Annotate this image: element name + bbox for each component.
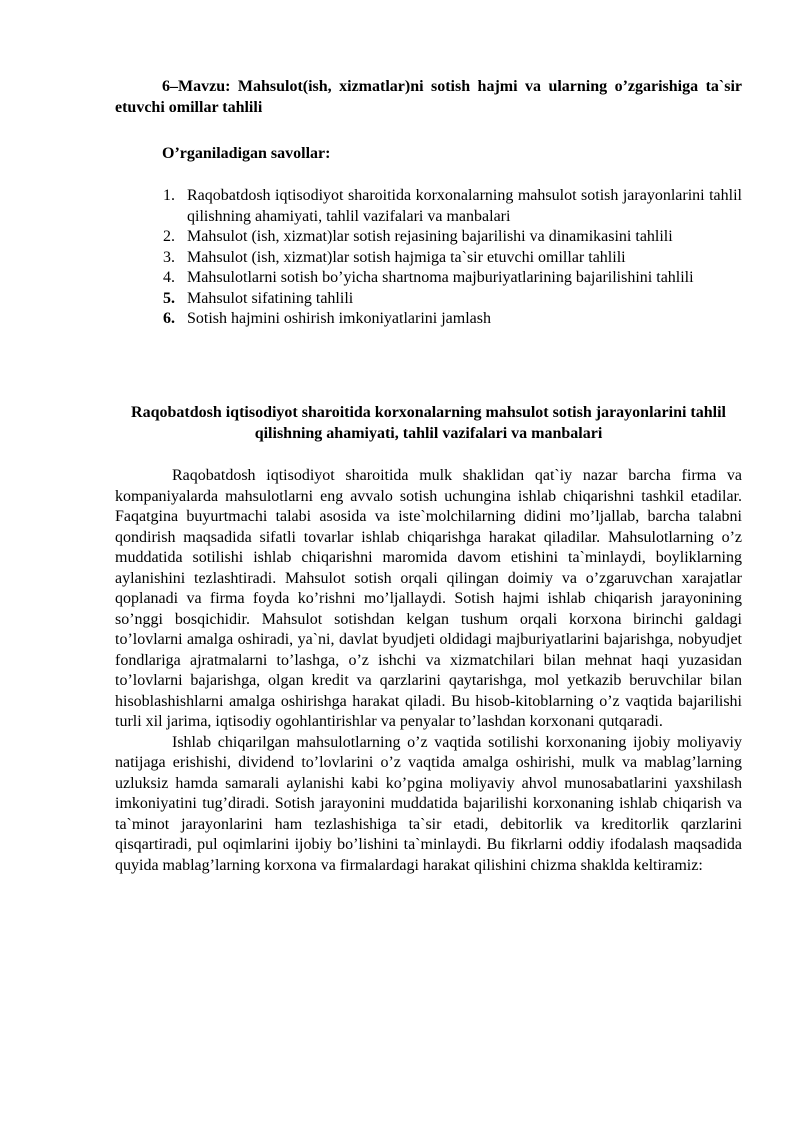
list-item-text: Mahsulot sifatining tahlili — [187, 289, 354, 307]
list-item — [115, 309, 742, 330]
paragraph: Raqobatdosh iqtisodiyot sharoitida mulk shaklidan qat`iy nazar barcha firma va kompaniyalarda mahsulotlarni eng avvalo sotish uchungina ishlab chiqarishni tashkil etadilar. Faqatgina buyurtmachi talabi asosida va iste`molchilarning didini mo’ljallab, barcha talabni qondirish maqsadida sifatli tovarlar ishlab chiqarishga harakat qiladilar. Mahsulotlarning o’z muddatida sotilishi ishlab chiqarishni maromida davom etishini ta`minlaydi, boyliklarning aylanishini tezlashtiradi. Mahsulot sotish orqali qilingan doimiy va o’zgaruvchan xarajatlar qoplanadi va firma foyda ko’rishni mo’ljallaydi. Sotish hajmi ishlab chiqarish jarayonining so’nggi bosqichidir. Mahsulot sotishdan kelgan tushum orqali korxona birinchi galdagi to’lovlarni amalga oshiradi, ya`ni, davlat byudjeti oldidagi majburiyatlarini bajarishga, nobyudjet fondlariga ajratmalarni to’lashga, o’z ishchi va xizmatchilari bilan mehnat haqi yuzasidan to’lovlarni bajarishga, olgan kredit va qarzlarini qaytarishga, mol yetkazib beruvchilar bilan hisoblashishlarni amalga oshirishga harakat qiladi. Bu hisob-kitoblarning o’z vaqtida bajarilishi turli xil jarima, iqtisodiy ogohlantirishlar va penyalar to’lashdan korxonani qutqaradi. — [115, 467, 742, 730]
list-item — [115, 289, 742, 310]
list-item-number: 2. — [163, 228, 175, 245]
list-item-number: 6. — [163, 310, 175, 327]
topic-title: 6–Mavzu: Mahsulot(ish, xizmatlar)ni sotish hajmi va ularning o’zgarishiga ta`sir etuvchi omillar tahlili — [115, 78, 742, 116]
list-item — [115, 227, 742, 248]
paragraph: Ishlab chiqarilgan mahsulotlarning o’z vaqtida sotilishi korxonaning ijobiy moliyaviy natijaga erishishi, dividend to’lovlarini o’z vaqtida amalga oshirishi, mulk va mablag’larning uzluksiz hamda samarali aylanishi kabi ko’pgina moliyaviy ahvol munosabatlarini yaxshilash imkoniyatini tug’diradi. Sotish jarayonini muddatida bajarilishi korxonaning ishlab chiqarish va ta`minot jarayonlarini ham tezlashishiga ta`sir etadi, debitorlik va kreditorlik qarzlarini qisqartiradi, pul oqimlarini ijobiy bo’lishini ta`minlaydi. Bu fikrlarni oddiy ifodalash maqsadida quyida mablag’larning korxona va firmalardagi harakat qilishini chizma shaklda keltiramiz: — [115, 733, 742, 874]
list-item — [115, 186, 742, 227]
section-heading: Raqobatdosh iqtisodiyot sharoitida korxonalarning mahsulot sotish jarayonlarini tahlil qilishning ahamiyati, tahlil vazifalari va manbalari — [131, 404, 726, 442]
list-item-text: Mahsulot (ish, xizmat)lar sotish rejasining bajarilishi va dinamikasini tahlili — [187, 228, 673, 245]
list-item-number: 1. — [163, 187, 175, 204]
list-item-number: 4. — [163, 269, 175, 286]
list-item-number: 5. — [163, 289, 175, 307]
questions-list — [115, 186, 742, 330]
list-item-text: Mahsulot (ish, xizmat)lar sotish hajmiga ta`sir etuvchi omillar tahlili — [187, 248, 626, 266]
questions-heading: O’rganiladigan savollar: — [162, 145, 331, 162]
list-item-text: Raqobatdosh iqtisodiyot sharoitida korxonalarning mahsulot sotish jarayonlarini tahlil qilishning ahamiyati, tahlil vazifalari va manbalari — [187, 187, 742, 225]
body-text — [115, 466, 742, 876]
list-item-number: 3. — [163, 248, 175, 266]
list-item — [115, 268, 742, 289]
list-item — [115, 248, 742, 269]
list-item-text: Sotish hajmini oshirish imkoniyatlarini jamlash — [187, 310, 491, 327]
list-item-text: Mahsulotlarni sotish bo’yicha shartnoma majburiyatlarining bajarilishini tahlili — [187, 269, 694, 286]
